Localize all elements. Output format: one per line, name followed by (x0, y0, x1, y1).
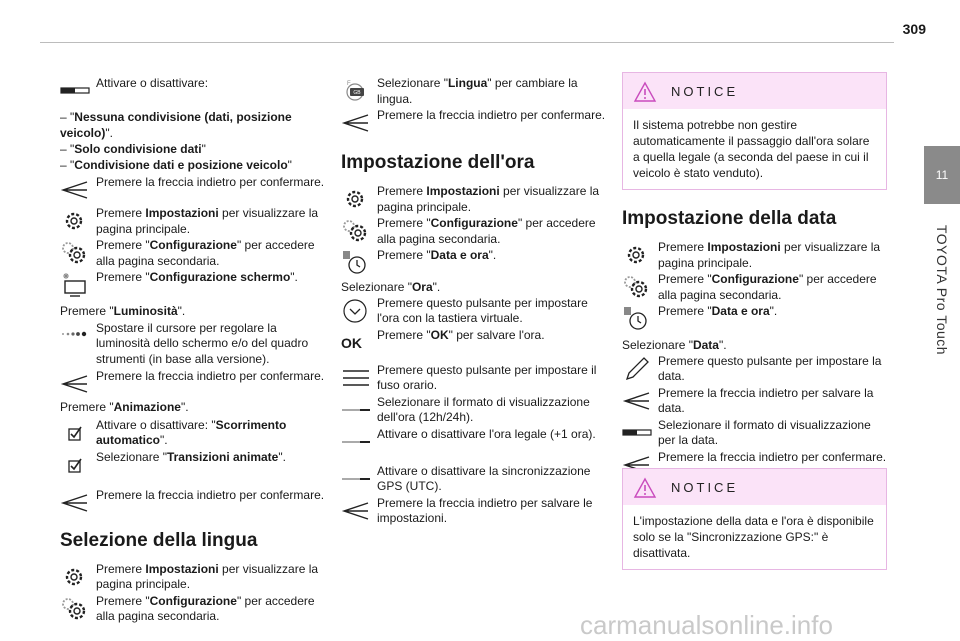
back-arrow-icon[interactable] (60, 371, 90, 397)
text-part: ". (160, 433, 168, 447)
row-config (341, 216, 607, 247)
text-part: Selezionare " (377, 76, 448, 90)
text-part: per visualizzare la pagina principale. (658, 240, 881, 270)
row-text (658, 304, 777, 318)
ok-button-icon[interactable] (341, 331, 371, 357)
text-bold: Data e ora (711, 304, 770, 318)
text-part: " per salvare l'ora. (448, 327, 545, 342)
back-arrow-icon[interactable] (60, 177, 90, 203)
row-keyboard-time (341, 296, 607, 327)
checkbox-icon[interactable] (60, 452, 90, 478)
row-config (622, 272, 888, 303)
row-config-2 (60, 594, 326, 625)
language-flag-icon[interactable] (341, 78, 371, 104)
row-text (377, 248, 496, 262)
back-arrow-icon[interactable] (341, 498, 371, 524)
text-part: Premere " (658, 272, 712, 286)
column-2 (341, 76, 607, 528)
option-1: – "Nessuna condivisione (dati, posizione veicolo)". (60, 110, 292, 140)
text-part: Premere (377, 184, 427, 198)
text-part: Premere " (96, 270, 150, 284)
format-toggle-icon[interactable] (622, 420, 652, 446)
row-text: Premere la freccia indietro per confermare. (96, 487, 325, 502)
configuration-gears-icon[interactable] (60, 240, 90, 266)
watermark: carmanualsonline.info (580, 610, 833, 640)
notice-text: L'impostazione della data e l'ora è disponibile solo se la "Sincronizzazione GPS:" è disattivata. (633, 514, 874, 560)
row-text: Attivare o disattivare: (96, 76, 209, 90)
option-2: – "Solo condivisione dati" (60, 142, 206, 156)
text-part: Selezionare " (341, 280, 412, 294)
text-bold: Ora (411, 280, 433, 294)
text-bold: Impostazioni (145, 561, 219, 576)
text-part: " per accedere alla pagina secondaria. (96, 593, 315, 623)
configuration-gears-icon[interactable] (60, 596, 90, 622)
notice-header (623, 469, 886, 505)
row-back-2 (60, 369, 326, 399)
text-bold: OK (430, 327, 449, 342)
toggle-icon[interactable] (60, 78, 90, 104)
row-text (377, 184, 599, 214)
row-text: Selezionare il formato di visualizzazione per la data. (658, 417, 871, 447)
text-part: ". (718, 338, 727, 352)
row-text: Premere questo pulsante per impostare la data. (658, 353, 882, 383)
chevron-down-icon[interactable] (341, 298, 371, 324)
text-part: per visualizzare la pagina principale. (377, 184, 600, 214)
row-back (341, 108, 607, 138)
option-3: – "Condivisione dati e posizione veicolo" (60, 157, 292, 172)
configuration-gears-icon[interactable] (341, 218, 371, 244)
row-timezone (341, 363, 607, 394)
text-bold: Luminosità (113, 304, 178, 318)
row-text (96, 562, 318, 592)
row-text: Premere la freccia indietro per confermare. (377, 108, 606, 122)
row-text (96, 450, 286, 464)
row-ok (341, 328, 607, 358)
row-text (377, 328, 545, 342)
option-1-label: Nessuna condivisione (dati, posizione veicolo) (60, 110, 292, 140)
text-bold: Configurazione schermo (149, 270, 291, 284)
text-part: " per accedere alla pagina secondaria. (96, 238, 315, 268)
text-bold: Impostazioni (426, 184, 500, 198)
row-text (96, 206, 318, 236)
text-part: Premere " (658, 304, 712, 318)
notice-header (623, 73, 886, 109)
settings-gear-icon[interactable] (60, 208, 90, 234)
back-arrow-icon[interactable] (622, 388, 652, 414)
text-bold: Animazione (113, 400, 181, 414)
text-part: ". (769, 304, 778, 318)
text-part: Premere " (96, 238, 150, 252)
row-back-save (622, 386, 888, 417)
option-2-label: Solo condivisione dati (74, 142, 202, 156)
row-text (96, 594, 315, 624)
row-settings (60, 206, 326, 237)
text-part: Selezionare " (622, 338, 693, 352)
row-edit-date (622, 354, 888, 385)
row-back-save (341, 496, 607, 527)
column-1 (60, 76, 326, 626)
row-text (96, 418, 286, 448)
heading-time-setting: Impostazione dell'ora (341, 152, 535, 173)
paragraph-select-hour (341, 280, 607, 296)
paragraph-animation (60, 400, 326, 416)
row-text: Premere la freccia indietro per confermare. (96, 175, 325, 189)
slider-icon[interactable] (60, 321, 90, 347)
text-part: Premere (96, 206, 146, 220)
option-3-label: Condivisione dati e posizione veicolo (74, 157, 288, 172)
notice-box-1 (622, 72, 887, 190)
row-text: Premere la freccia indietro per confermare. (658, 449, 887, 464)
row-gps (341, 464, 607, 495)
row-text: Premere la freccia indietro per salvare le impostazioni. (377, 495, 593, 525)
text-part: Premere " (60, 304, 114, 318)
row-text (96, 238, 315, 268)
notice-box-2 (622, 468, 887, 570)
text-part: ". (432, 280, 441, 294)
notice-title: NOTICE (671, 480, 739, 495)
row-autoscroll (60, 418, 326, 449)
text-part: Premere " (377, 248, 431, 262)
row-text: Selezionare il formato di visualizzazione dell'ora (12h/24h). (377, 394, 590, 424)
row-settings (341, 184, 607, 215)
notice-text: Il sistema potrebbe non gestire automaticamente il passaggio dall'ora solare a quella legale (a seconda del paese in cui il veicolo è stato venduto). (633, 118, 870, 180)
side-title (924, 210, 960, 370)
text-part: " per accedere alla pagina secondaria. (658, 272, 877, 302)
text-part: ". (177, 304, 186, 318)
row-text: Premere la freccia indietro per confermare. (96, 369, 325, 383)
format-toggle-icon[interactable] (341, 397, 371, 423)
settings-gear-icon[interactable] (622, 242, 652, 268)
svg-text:F: F (347, 81, 351, 87)
settings-gear-icon[interactable] (60, 564, 90, 590)
text-bold: Impostazioni (145, 206, 219, 220)
text-part: ". (278, 449, 286, 464)
text-bold: Transizioni animate (166, 449, 279, 464)
warning-triangle-icon (633, 477, 657, 499)
row-text (377, 216, 596, 246)
text-part: ". (180, 400, 189, 414)
text-bold: Configurazione (430, 216, 518, 230)
back-arrow-icon[interactable] (341, 110, 371, 136)
page-number: 309 (902, 21, 926, 37)
row-dst (341, 427, 607, 457)
row-text (658, 272, 877, 302)
row-slider (60, 321, 326, 368)
text-bold: Configurazione (149, 238, 237, 252)
row-settings (622, 240, 888, 271)
row-toggle (60, 76, 326, 106)
text-part: Premere " (377, 327, 431, 342)
configuration-gears-icon[interactable] (622, 274, 652, 300)
text-part: Selezionare " (96, 449, 167, 464)
text-bold: Configurazione (149, 593, 237, 608)
notice-title: NOTICE (671, 84, 739, 99)
back-arrow-icon[interactable] (60, 490, 90, 516)
row-screen-config (60, 270, 326, 300)
screen-configuration-icon[interactable] (60, 272, 90, 298)
column-3 (622, 196, 888, 481)
date-time-icon[interactable] (622, 306, 652, 332)
text-part: Premere " (377, 216, 431, 230)
row-transitions (60, 450, 326, 480)
text-bold: Data e ora (430, 248, 489, 262)
gps-toggle-icon[interactable] (341, 466, 371, 492)
date-time-icon[interactable] (341, 250, 371, 276)
text-part: Premere " (60, 400, 114, 414)
text-part: Premere " (96, 593, 150, 608)
chapter-tab[interactable]: 11 (924, 146, 960, 204)
row-language (341, 76, 607, 107)
heading-date-setting: Impostazione della data (622, 208, 837, 229)
row-text: Premere la freccia indietro per salvare la data. (658, 385, 874, 415)
paragraph-select-date (622, 338, 888, 354)
text-part: Attivare o disattivare: " (96, 417, 216, 432)
row-text (658, 240, 880, 270)
row-date-time (341, 248, 607, 278)
text-part: ". (488, 248, 497, 262)
text-bold: Data (692, 338, 719, 352)
dst-toggle-icon[interactable] (341, 429, 371, 455)
header-divider (40, 42, 894, 43)
row-text: Attivare o disattivare l'ora legale (+1 ora). (377, 426, 596, 441)
paragraph-brightness (60, 304, 326, 320)
pencil-icon[interactable] (622, 356, 652, 382)
text-bold: Scorrimento automatico (96, 417, 287, 447)
row-settings-2 (60, 562, 326, 593)
row-date-format (622, 418, 888, 449)
text-part: " per cambiare la lingua. (377, 76, 578, 106)
text-part: Premere (96, 561, 146, 576)
row-date-time (622, 304, 888, 334)
list-menu-icon[interactable] (341, 365, 371, 391)
text-part: per visualizzare la pagina principale. (96, 561, 319, 591)
row-back-3 (60, 488, 326, 518)
svg-text:GB: GB (353, 90, 361, 96)
text-part: per visualizzare la pagina principale. (96, 206, 319, 236)
text-bold: Lingua (447, 76, 488, 90)
row-format (341, 395, 607, 426)
settings-gear-icon[interactable] (341, 186, 371, 212)
checkbox-icon[interactable] (60, 420, 90, 446)
text-part: " per accedere alla pagina secondaria. (377, 216, 596, 246)
side-title-text: TOYOTA Pro Touch (934, 224, 950, 356)
text-bold: Configurazione (711, 272, 799, 286)
ok-label: OK (341, 334, 362, 351)
heading-language-selection: Selezione della lingua (60, 529, 258, 551)
row-text: Attivare o disattivare la sincronizzazione GPS (UTC). (377, 463, 591, 493)
warning-triangle-icon (633, 81, 657, 103)
row-text (96, 270, 298, 284)
row-text: Premere questo pulsante per impostare l'ora con la tastiera virtuale. (377, 295, 588, 325)
row-config (60, 238, 326, 269)
text-part: Premere (658, 240, 708, 254)
row-text: Spostare il cursore per regolare la luminosità dello schermo e/o del quadro strumenti (in base alla versione). (96, 320, 309, 366)
text-part: ". (290, 270, 298, 284)
row-text: Premere questo pulsante per impostare il fuso orario. (377, 362, 597, 392)
row-back (60, 175, 326, 205)
row-text (377, 76, 578, 106)
text-bold: Impostazioni (707, 240, 781, 254)
